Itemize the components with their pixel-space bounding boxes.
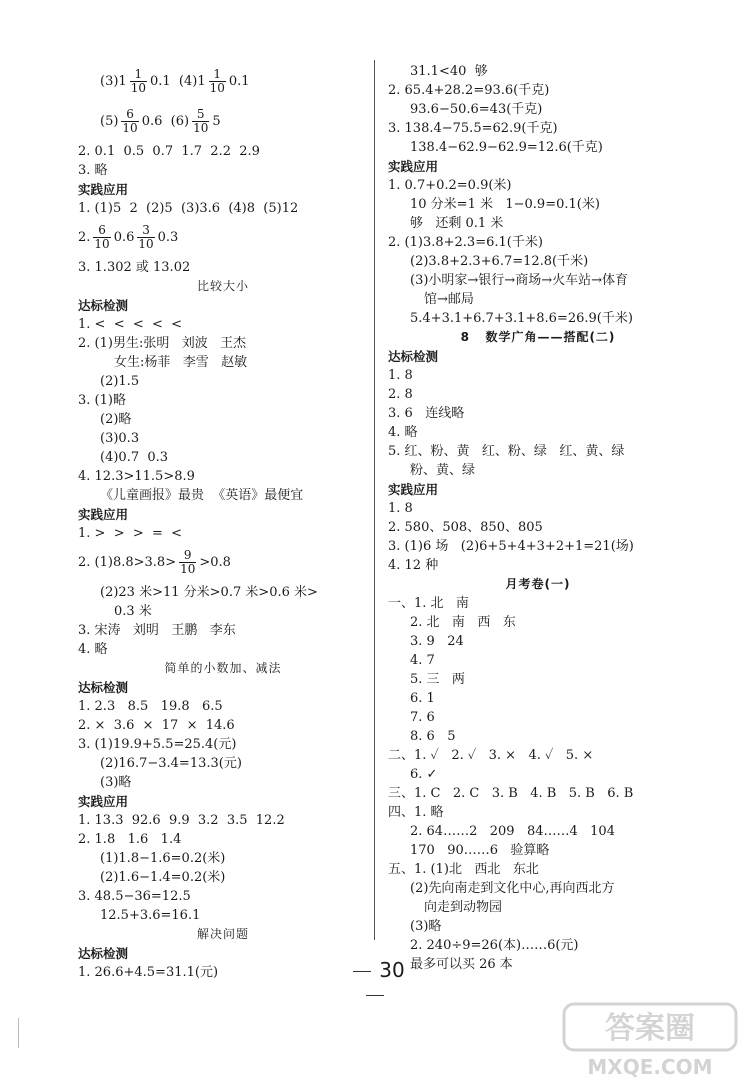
answer-line: 10 分米=1 米 1−0.9=0.1(米): [410, 197, 600, 212]
answer-line: 3. 宋涛 刘明 王鹏 李东: [78, 623, 236, 638]
answer-line: (3)小明家→银行→商场→火车站→体育: [410, 273, 628, 288]
section-heading: 实践应用: [78, 794, 129, 809]
answer-line: (3)略: [100, 775, 132, 790]
section-heading: 达标检测: [78, 946, 129, 961]
answer-line: (2)1.6−1.4=0.2(米): [100, 870, 226, 885]
answer-line: 2. $\frac{6}{10}$ 0.6 $\frac{3}{10}$ 0.3: [78, 223, 179, 251]
answer-line: 3. 138.4−75.5=62.9(千克): [388, 121, 558, 136]
answer-line: (3)1 $\frac{1}{10}$ 0.1 (4)1 $\frac{1}{10}$ 0.1: [100, 67, 250, 95]
answer-line: 8. 6 5: [410, 729, 456, 744]
answer-line: 7. 6: [410, 710, 435, 725]
answer-line: 3. 48.5−36=12.5: [78, 889, 191, 904]
answer-line: 2. 8: [388, 387, 413, 402]
answer-line: 馆→邮局: [424, 292, 474, 307]
answer-line: 4. 略: [78, 642, 108, 657]
answer-line: 2. 240÷9=26(本)……6(元): [410, 938, 579, 953]
answer-line: 向走到动物园: [424, 900, 503, 915]
page-number: 30: [330, 958, 420, 1006]
answer-line: 12.5+3.6=16.1: [100, 908, 201, 923]
left-column: [78, 62, 368, 982]
answer-line: 2. 65.4+28.2=93.6(千克): [388, 83, 550, 98]
answer-line: 1. 26.6+4.5=31.1(元): [78, 965, 219, 980]
fraction: $\frac{5}{10}$: [193, 107, 209, 135]
section-heading: 实践应用: [78, 507, 129, 522]
section-heading: 实践应用: [388, 159, 439, 174]
lesson-title: 简单的小数加、减法: [164, 661, 282, 675]
exam-title: 月考卷(一): [505, 577, 571, 591]
answer-line: 1. 8: [388, 501, 413, 516]
answer-line: 三、1. C 2. C 3. B 4. B 5. B 6. B: [388, 786, 634, 801]
answer-line: (1)1.8−1.6=0.2(米): [100, 851, 226, 866]
answer-line: 4. 12 种: [388, 558, 439, 573]
answer-line: 0.3 米: [114, 604, 152, 619]
answer-line: (2)先向南走到文化中心,再向西北方: [410, 881, 615, 896]
lesson-title: 解决问题: [196, 927, 249, 941]
answer-line: (3)略: [410, 919, 442, 934]
fraction: $\frac{1}{10}$: [130, 67, 146, 95]
answer-line: 4. 7: [410, 653, 435, 668]
answer-line: 93.6−50.6=43(千克): [410, 102, 543, 117]
answer-line: 3. (1)19.9+5.5=25.4(元): [78, 737, 237, 752]
watermark-logo: [560, 1000, 740, 1080]
answer-line: 5. 红、粉、黄 红、粉、绿 红、黄、绿: [388, 444, 625, 459]
fraction: $\frac{6}{10}$: [122, 107, 138, 135]
answer-line: 1. > > > = <: [78, 526, 183, 541]
answer-line: 3. 1.302 或 13.02: [78, 260, 191, 275]
fraction: $\frac{1}{10}$: [209, 67, 225, 95]
answer-line: 4. 略: [388, 425, 418, 440]
answer-line: 138.4−62.9−62.9=12.6(千克): [410, 140, 603, 155]
margin-mark: [18, 1018, 19, 1048]
answer-line: (2)略: [100, 412, 132, 427]
answer-line: 女生:杨菲 李雪 赵敏: [114, 355, 248, 370]
answer-line: (2)16.7−3.4=13.3(元): [100, 756, 242, 771]
answer-line: 四、1. 略: [388, 805, 444, 820]
answer-line: 2. 1.8 1.6 1.4: [78, 832, 182, 847]
answer-line: 2. (1)男生:张明 刘波 王杰: [78, 336, 247, 351]
answer-line: 《儿童画报》最贵 《英语》最便宜: [100, 488, 304, 503]
answer-line: 3. (1)6 场 (2)6+5+4+3+2+1=21(场): [388, 539, 634, 554]
right-column: [388, 62, 688, 974]
answer-line: 1. < < < < <: [78, 317, 183, 332]
section-heading: 实践应用: [78, 182, 129, 197]
fraction: $\frac{9}{10}$: [180, 548, 196, 576]
answer-line: 6. 1: [410, 691, 435, 706]
answer-line: 2. (1)3.8+2.3=6.1(千米): [388, 235, 543, 250]
answer-line: (3)0.3: [100, 431, 140, 446]
answer-line: 五、1. (1)北 西北 东北: [388, 862, 539, 877]
watermark-url: MXQE.COM: [587, 1055, 713, 1079]
column-divider: [374, 60, 375, 940]
answer-line: (5) $\frac{6}{10}$ 0.6 (6) $\frac{5}{10}$ 5: [100, 107, 221, 135]
unit-title: 8 数学广角——搭配(二): [460, 330, 616, 344]
answer-line: 3. 略: [78, 163, 108, 178]
answer-line: 二、1. ✓ 2. ✓ 3. × 4. ✓ 5. ×: [388, 748, 594, 763]
answer-line: (2)3.8+2.3+6.7=12.8(千米): [410, 254, 589, 269]
answer-line: 3. (1)略: [78, 393, 126, 408]
fraction: $\frac{6}{10}$: [94, 223, 110, 251]
answer-line: (2)1.5: [100, 374, 140, 389]
fraction: $\frac{3}{10}$: [138, 223, 154, 251]
section-heading: 实践应用: [388, 482, 439, 497]
answer-line: 4. 12.3>11.5>8.9: [78, 469, 195, 484]
answer-line: 170 90……6 验算略: [410, 843, 550, 858]
section-heading: 达标检测: [78, 298, 129, 313]
answer-line: 5. 三 两: [410, 672, 465, 687]
answer-line: 最多可以买 26 本: [410, 957, 513, 972]
answer-line: 3. 6 连线略: [388, 406, 465, 421]
answer-line: (2)23 米>11 分米>0.7 米>0.6 米>: [100, 585, 318, 600]
answer-line: 6. ✓: [410, 767, 438, 782]
answer-line: 2. 0.1 0.5 0.7 1.7 2.2 2.9: [78, 144, 260, 159]
section-heading: 达标检测: [78, 680, 129, 695]
answer-line: 2. 580、508、850、805: [388, 520, 543, 535]
answer-line: 2. × 3.6 × 17 × 14.6: [78, 718, 235, 733]
answer-line: 5.4+3.1+6.7+3.1+8.6=26.9(千米): [410, 311, 633, 326]
answer-line: 31.1<40 够: [410, 64, 488, 79]
answer-line: 粉、黄、绿: [410, 463, 476, 478]
answer-line: 1. 8: [388, 368, 413, 383]
answer-line: 1. 2.3 8.5 19.8 6.5: [78, 699, 223, 714]
answer-line: 2. 北 南 西 东: [410, 615, 516, 630]
watermark-text: 答案圈: [605, 1011, 695, 1046]
answer-line: (4)0.7 0.3: [100, 450, 169, 465]
answer-line: 2. (1)8.8>3.8> $\frac{9}{10}$ >0.8: [78, 548, 231, 576]
answer-line: 1. (1)5 2 (2)5 (3)3.6 (4)8 (5)12: [78, 201, 299, 216]
answer-line: 2. 64……2 209 84……4 104: [410, 824, 615, 839]
answer-line: 1. 13.3 92.6 9.9 3.2 3.5 12.2: [78, 813, 285, 828]
answer-line: 1. 0.7+0.2=0.9(米): [388, 178, 512, 193]
section-heading: 达标检测: [388, 349, 439, 364]
lesson-title: 比较大小: [196, 279, 249, 293]
answer-line: 够 还剩 0.1 米: [410, 216, 504, 231]
answer-line: 3. 9 24: [410, 634, 464, 649]
answer-line: 一、1. 北 南: [388, 596, 469, 611]
